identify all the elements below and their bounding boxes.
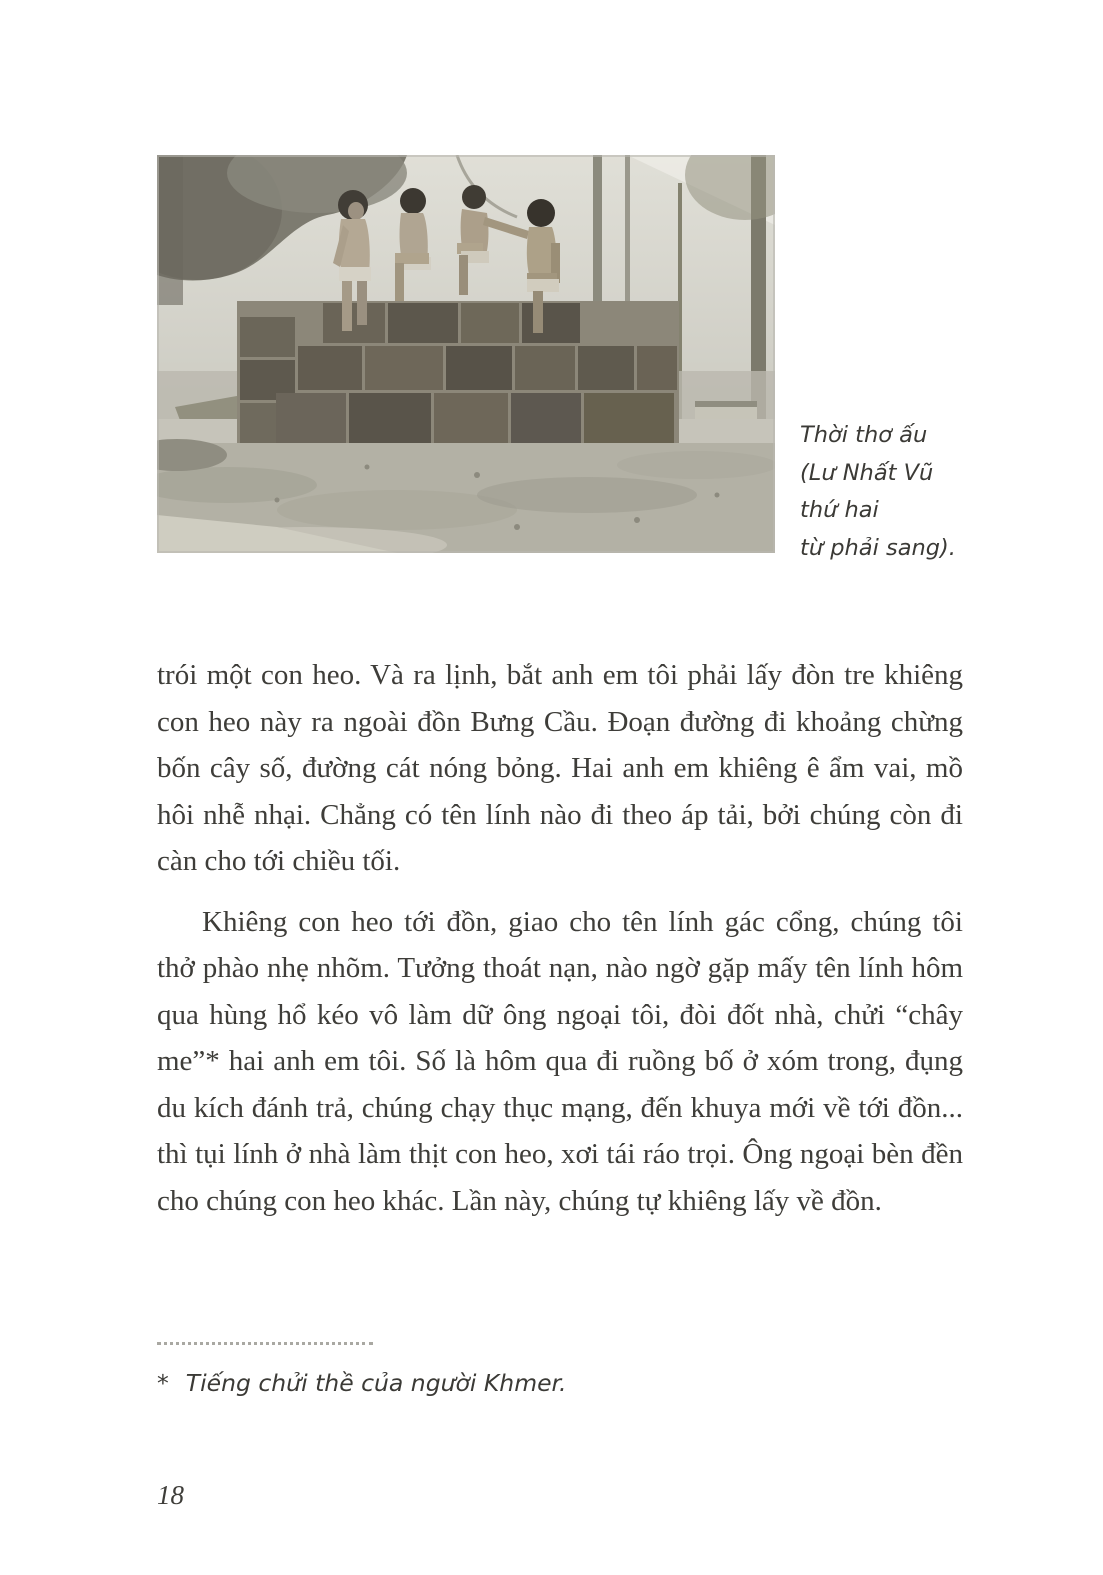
- photo-caption: [800, 417, 1000, 567]
- body-text: [157, 652, 963, 1224]
- childhood-photo-art: [157, 155, 775, 553]
- photo-caption-line: (Lư Nhất Vũ: [800, 459, 934, 486]
- page-number: 18: [157, 1480, 184, 1510]
- body-paragraph: Khiêng con heo tới đồn, giao cho tên lính gác cổng, chúng tôi thở phào nhẹ nhõm. Tưởng thoát nạn, nào ngờ gặp mấy tên lính hôm qua hùng hổ kéo vô làm dữ ông ngoại tôi, đòi đốt nhà, chửi “chây me”* hai anh em tôi. Số là hôm qua đi ruồng bố ở xóm trong, đụng du kích đánh trả, chúng chạy thục mạng, đến khuya mới về tới đồn... thì tụi lính ở nhà làm thịt con heo, xơi tái ráo trọi. Ông ngoại bèn đền cho chúng con heo khác. Lần này, chúng tự khiêng lấy về đồn.: [157, 905, 963, 1217]
- photo-caption-line: từ phải sang).: [800, 534, 956, 561]
- photo-grass: [157, 439, 775, 553]
- photo-caption-line: Thời thơ ấu: [800, 422, 928, 448]
- photo-caption-line: thứ hai: [800, 497, 879, 523]
- footnote-divider: [157, 1342, 373, 1345]
- body-paragraph: trói một con heo. Và ra lịnh, bắt anh em tôi phải lấy đòn tre khiêng con heo này ra ngoài đồn Bưng Cầu. Đoạn đường đi khoảng chừng bốn cây số, đường cát nóng bỏng. Hai anh em khiêng ê ẩm vai, mồ hôi nhễ nhại. Chẳng có tên lính nào đi theo áp tải, bởi chúng còn đi càn cho tới chiều tối.: [157, 659, 963, 877]
- footnote-text: Tiếng chửi thề của người Khmer.: [185, 1369, 567, 1397]
- childhood-photo: [157, 155, 775, 553]
- photo-brick-wall: [237, 301, 682, 455]
- footnote-marker: *: [157, 1369, 169, 1397]
- footnote: [157, 1366, 857, 1400]
